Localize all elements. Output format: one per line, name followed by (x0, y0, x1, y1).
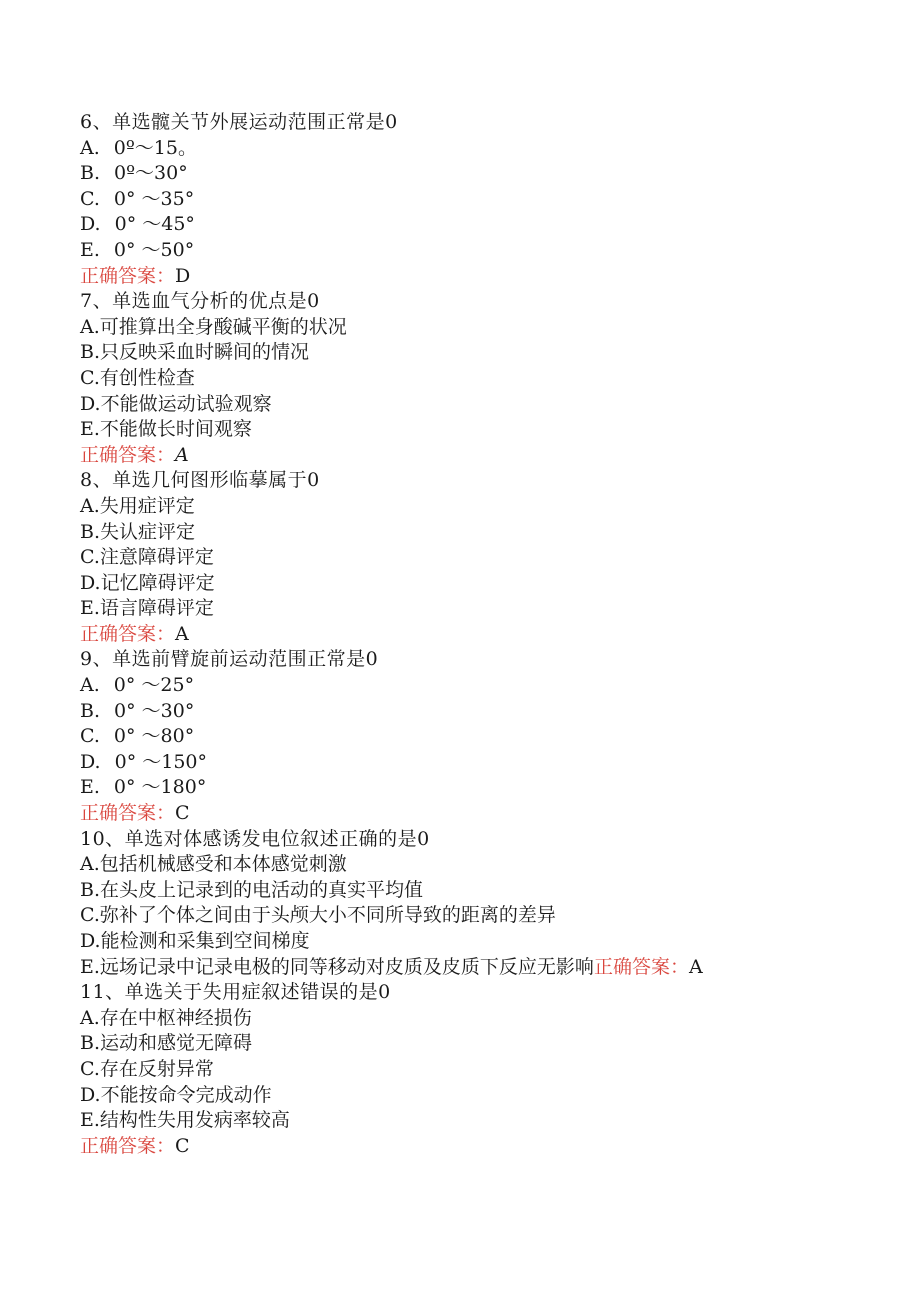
option-line (80, 1083, 880, 1109)
option-text: 0º～30° (114, 162, 188, 185)
question-stem: 8、单选几何图形临摹属于0 (80, 469, 320, 492)
option-text: 0° ～30° (114, 699, 195, 722)
option-key: E. (80, 597, 100, 620)
option-key: E. (80, 1109, 100, 1132)
question-stem: 11、单选关于失用症叙述错误的是0 (80, 981, 391, 1004)
option-text: 注意障碍评定 (99, 546, 214, 569)
option-line (80, 187, 880, 213)
option-line (80, 161, 880, 187)
question-stem: 7、单选血气分析的优点是0 (80, 290, 320, 313)
option-text: 有创性检查 (99, 366, 195, 389)
option-line (80, 315, 880, 341)
option-text: 0° ～180° (113, 776, 207, 799)
option-line (80, 340, 880, 366)
option-key: C. (80, 546, 100, 569)
answer-line (80, 264, 880, 290)
option-key: D. (80, 750, 101, 773)
answer-value: A (688, 955, 703, 978)
option-line (80, 392, 880, 418)
answer-label: 正确答案： (80, 443, 176, 466)
option-key: D. (80, 1083, 101, 1106)
option-line (80, 878, 880, 904)
option-text: 运动和感觉无障碍 (100, 1032, 253, 1055)
answer-label: 正确答案： (80, 802, 176, 825)
option-line (80, 366, 880, 392)
option-line (80, 571, 880, 597)
option-key: D. (80, 392, 101, 415)
option-key: A. (80, 315, 100, 338)
answer-line (80, 622, 880, 648)
option-key: B. (80, 341, 101, 364)
document-body (80, 110, 880, 1159)
option-key: B. (80, 1032, 101, 1055)
option-key: C. (80, 187, 100, 210)
question-stem: 6、单选髋关节外展运动范围正常是0 (80, 111, 398, 133)
option-text: 0° ～50° (113, 238, 195, 261)
option-key: A. (80, 494, 100, 517)
option-text: 包括机械感受和本体感觉刺激 (99, 853, 347, 876)
question-stem: 10、单选对体感诱发电位叙述正确的是0 (80, 827, 430, 850)
option-key: C. (80, 1057, 100, 1080)
answer-line (80, 1134, 880, 1160)
option-line (80, 212, 880, 238)
option-line (80, 1057, 880, 1083)
option-line (80, 520, 880, 546)
option-line (80, 903, 880, 929)
option-text: 不能做长时间观察 (99, 418, 252, 441)
option-text: 不能按命令完成动作 (100, 1083, 272, 1106)
answer-label: 正确答案： (80, 1134, 176, 1157)
option-key: B. (80, 699, 101, 722)
option-key: E. (80, 776, 100, 799)
option-key: A. (80, 1006, 100, 1029)
option-text: 在头皮上记录到的电活动的真实平均值 (100, 878, 424, 901)
option-text: 0° ～25° (113, 674, 195, 697)
answer-value: C (175, 802, 190, 825)
option-key: D. (80, 571, 101, 594)
option-line (80, 1108, 880, 1134)
option-key: A. (80, 136, 100, 159)
answer-value: C (175, 1134, 190, 1157)
option-text: 记忆障碍评定 (100, 571, 215, 594)
option-line (80, 1031, 880, 1057)
option-text: 语言障碍评定 (99, 597, 214, 620)
option-line (80, 955, 880, 981)
option-key: C. (80, 904, 100, 927)
option-line (80, 699, 880, 725)
option-key: E. (80, 418, 100, 441)
option-key: D. (80, 930, 101, 952)
option-key: D. (80, 213, 101, 236)
option-text: 0º～15。 (113, 136, 197, 159)
option-key: A. (80, 674, 100, 697)
option-text: 能检测和采集到空间梯度 (100, 930, 310, 952)
option-text: 0° ～35° (113, 187, 195, 210)
option-line (80, 238, 880, 264)
option-line (80, 136, 880, 162)
option-line (80, 494, 880, 520)
option-text: 0° ～45° (114, 213, 195, 236)
option-text: 不能做运动试验观察 (100, 392, 272, 415)
option-line (80, 417, 880, 443)
option-key: B. (80, 520, 101, 543)
answer-line (80, 801, 880, 827)
option-text: 0° ～150° (114, 750, 208, 773)
option-text: 弥补了个体之间由于头颅大小不同所导致的距离的差异 (99, 904, 556, 927)
answer-value: A (175, 443, 189, 466)
option-text: 可推算出全身酸碱平衡的状况 (99, 315, 347, 338)
option-text: 存在反射异常 (99, 1057, 214, 1080)
option-text: 0° ～80° (113, 725, 195, 748)
answer-value: D (175, 264, 191, 287)
option-key: B. (80, 878, 101, 901)
option-key: A. (80, 853, 100, 876)
option-text: 失用症评定 (99, 494, 195, 517)
answer-value: A (175, 622, 189, 645)
option-line (80, 775, 880, 801)
answer-line (80, 443, 880, 469)
option-text: 失认症评定 (100, 520, 196, 543)
option-line (80, 724, 880, 750)
option-key: E. (80, 238, 100, 261)
option-key: C. (80, 725, 100, 748)
option-text: 远场记录中记录电极的同等移动对皮质及皮质下反应无影响 (99, 955, 594, 978)
option-line (80, 673, 880, 699)
option-line (80, 929, 880, 955)
answer-label: 正确答案： (80, 264, 176, 287)
option-line (80, 596, 880, 622)
option-line (80, 545, 880, 571)
option-text: 存在中枢神经损伤 (99, 1006, 252, 1029)
option-line (80, 750, 880, 776)
option-line (80, 1006, 880, 1032)
option-key: C. (80, 366, 100, 389)
option-key: B. (80, 162, 101, 185)
question-stem: 9、单选前臂旋前运动范围正常是0 (80, 648, 379, 671)
answer-label: 正确答案： (80, 622, 176, 645)
answer-label: 正确答案： (593, 955, 689, 978)
option-text: 结构性失用发病率较高 (99, 1109, 290, 1132)
option-key: E. (80, 955, 100, 978)
option-line (80, 852, 880, 878)
option-text: 只反映采血时瞬间的情况 (100, 341, 310, 364)
